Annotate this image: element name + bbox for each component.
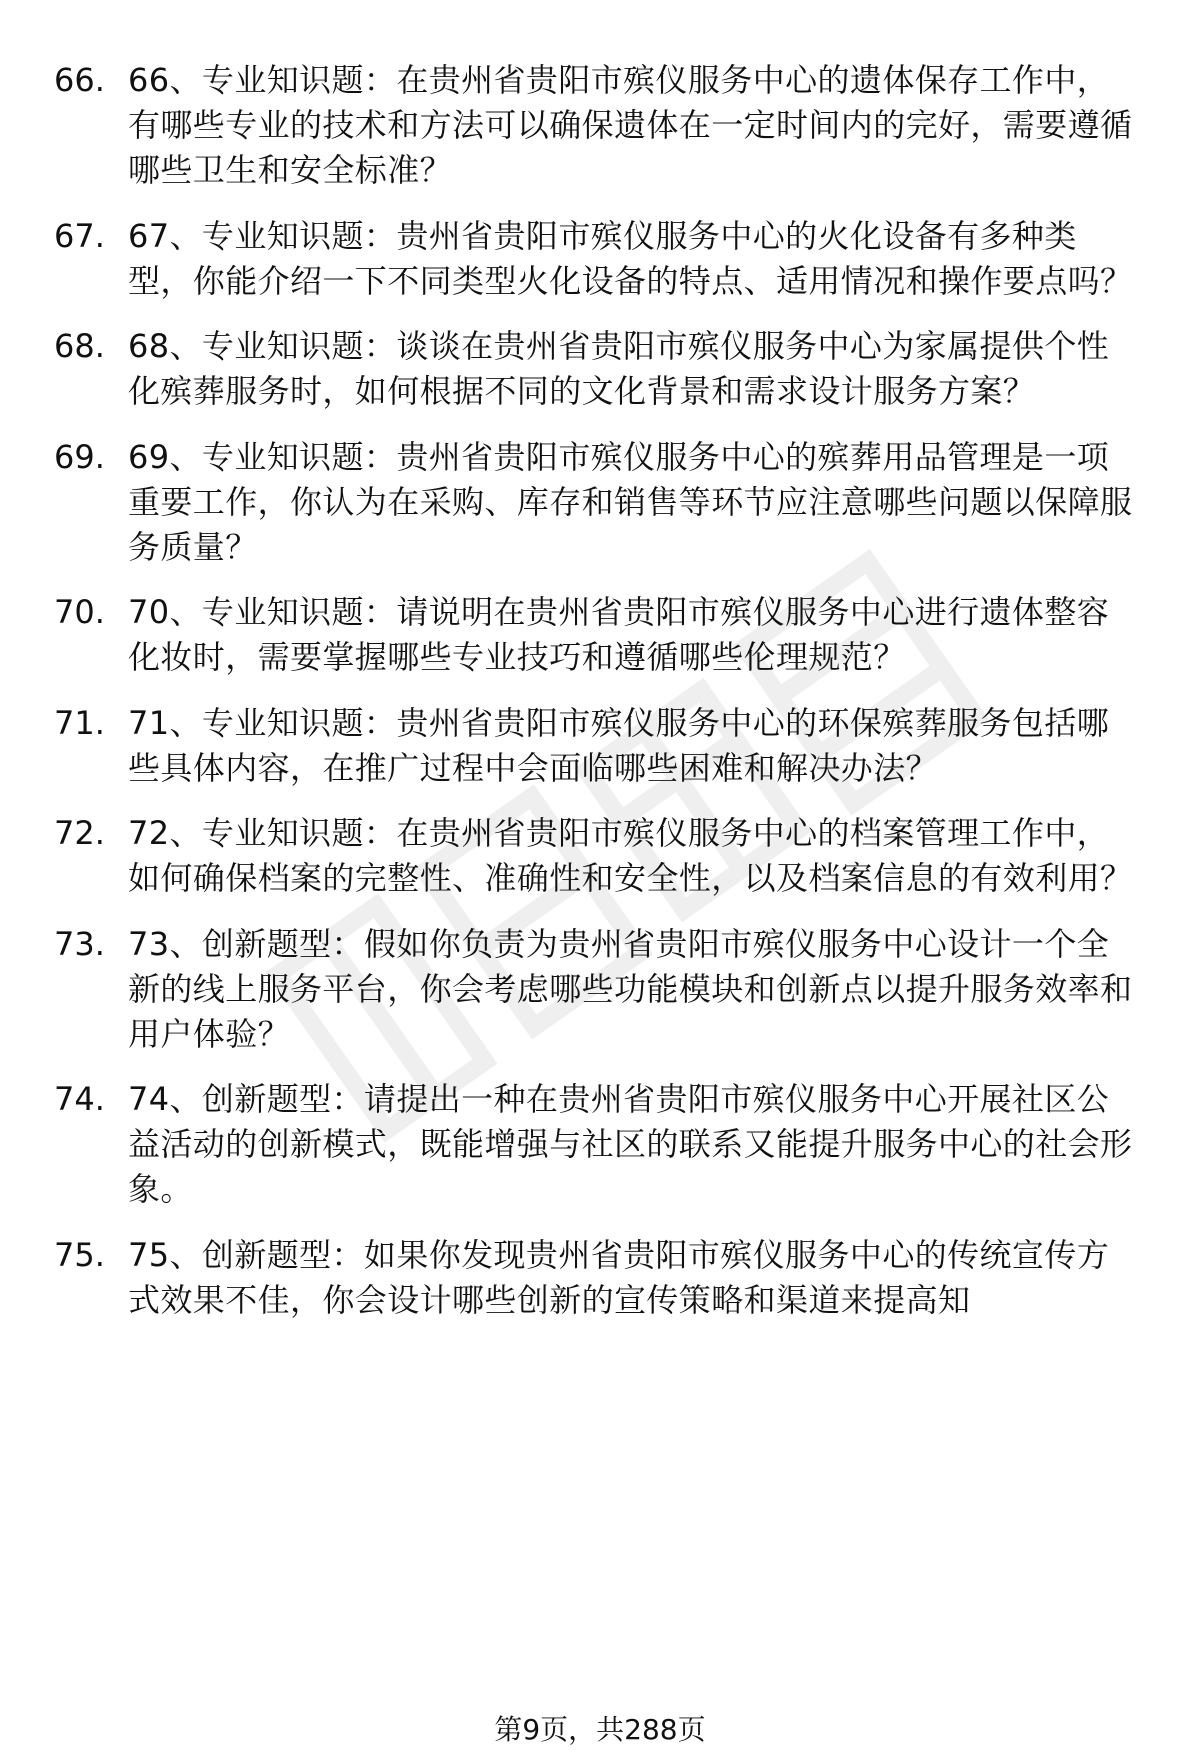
question-item xyxy=(0,701,1200,791)
question-number: 66. xyxy=(54,61,105,99)
question-text: 67、专业知识题：贵州省贵阳市殡仪服务中心的火化设备有多种类型，你能介绍一下不同类型火化设备的特点、适用情况和操作要点吗？ xyxy=(128,216,1133,300)
question-text: 66、专业知识题：在贵州省贵阳市殡仪服务中心的遗体保存工作中，有哪些专业的技术和方法可以确保遗体在一定时间内的完好，需要遵循哪些卫生和安全标准？ xyxy=(128,61,1133,189)
question-item xyxy=(0,435,1200,570)
question-number: 72. xyxy=(54,814,105,852)
question-text: 68、专业知识题：谈谈在贵州省贵阳市殡仪服务中心为家属提供个性化殡葬服务时，如何根据不同的文化背景和需求设计服务方案？ xyxy=(128,327,1110,410)
question-item xyxy=(0,811,1200,901)
question-text: 72、专业知识题：在贵州省贵阳市殡仪服务中心的档案管理工作中，如何确保档案的完整性、准确性和安全性，以及档案信息的有效利用？ xyxy=(128,814,1133,897)
question-number: 70. xyxy=(54,593,105,631)
question-text: 70、专业知识题：请说明在贵州省贵阳市殡仪服务中心进行遗体整容化妆时，需要掌握哪些专业技巧和遵循哪些伦理规范？ xyxy=(128,593,1110,676)
question-number: 67. xyxy=(54,216,105,255)
question-item xyxy=(0,590,1200,680)
question-text: 75、创新题型：如果你发现贵州省贵阳市殡仪服务中心的传统宣传方式效果不佳，你会设计哪些创新的宣传策略和渠道来提高知 xyxy=(128,1235,1110,1319)
question-item xyxy=(0,1077,1200,1212)
question-number: 69. xyxy=(54,437,105,476)
question-list xyxy=(0,58,1200,1343)
question-item xyxy=(0,922,1200,1057)
question-number: 73. xyxy=(54,924,105,963)
question-number: 68. xyxy=(54,327,105,365)
question-text: 73、创新题型：假如你负责为贵州省贵阳市殡仪服务中心设计一个全新的线上服务平台，你会考虑哪些功能模块和创新点以提升服务效率和用户体验？ xyxy=(128,924,1133,1053)
question-item xyxy=(0,1233,1200,1323)
page-footer: 第9页，共288页 xyxy=(494,1713,706,1746)
question-item xyxy=(0,58,1200,193)
question-number: 74. xyxy=(54,1080,105,1118)
question-text: 69、专业知识题：贵州省贵阳市殡仪服务中心的殡葬用品管理是一项重要工作，你认为在采购、库存和销售等环节应注意哪些问题以保障服务质量？ xyxy=(128,437,1133,566)
question-number: 71. xyxy=(54,703,105,742)
question-item xyxy=(0,214,1200,304)
question-text: 71、专业知识题：贵州省贵阳市殡仪服务中心的环保殡葬服务包括哪些具体内容，在推广过程中会面临哪些困难和解决办法？ xyxy=(128,703,1110,787)
question-item xyxy=(0,324,1200,414)
question-number: 75. xyxy=(54,1235,105,1274)
question-text: 74、创新题型：请提出一种在贵州省贵阳市殡仪服务中心开展社区公益活动的创新模式，既能增强与社区的联系又能提升服务中心的社会形象。 xyxy=(128,1080,1133,1208)
